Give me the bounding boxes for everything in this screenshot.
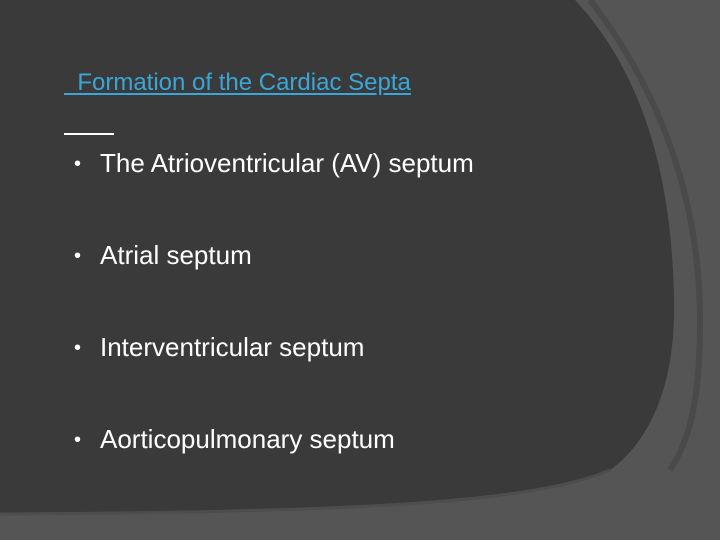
bullet-text: Aorticopulmonary septum xyxy=(100,424,395,454)
slide-title: Formation of the Cardiac Septa xyxy=(64,69,411,96)
bullet-text: Interventricular septum xyxy=(100,332,365,362)
bullet-item xyxy=(74,424,395,455)
bullet-item xyxy=(74,240,252,271)
bullet-dot-icon: • xyxy=(74,337,82,359)
bullet-item xyxy=(74,148,474,179)
bullet-dot-icon: • xyxy=(74,429,82,451)
bullet-dot-icon: • xyxy=(74,245,82,267)
bullet-item xyxy=(74,332,364,363)
bullet-text: The Atrioventricular (AV) septum xyxy=(100,148,474,178)
bullet-dot-icon: • xyxy=(74,153,82,175)
bullet-text: Atrial septum xyxy=(100,240,252,270)
title-underline-rule xyxy=(64,133,114,135)
